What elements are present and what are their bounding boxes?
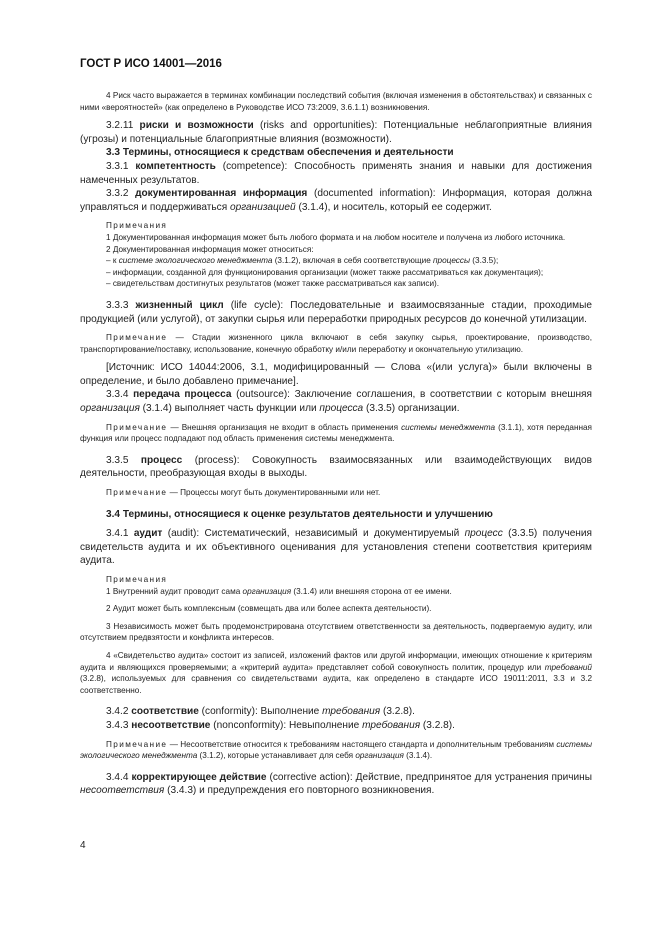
note-3-4-1-2: 2 Аудит может быть комплексным (совмещать два или более аспекта деятельности). bbox=[106, 604, 432, 614]
term-3-4-1: 3.4.1 аудит (audit): Систематический, независимый и документируемый процесс (3.3.5) получения свидетельств аудита и их объективного оценивания для установления степени соответствия критериям аудита. bbox=[80, 528, 592, 567]
note-3-4-1-4: 4 «Свидетельство аудита» состоит из записей, изложений фактов или другой информации, имеющих отношение к критериям аудита и являющихся проверяемыми; а «критерий аудита» представляет собой совокупность политик, процедур или требований (3.2.8), используемых для сравнения со свидетельствами аудита, как определено в стандарте ИСО 19011:2011, 3.3 и 3.2 соответственно. bbox=[80, 650, 592, 695]
note-3-3-3: Примечание — Стадии жизненного цикла включают в себя закупку сырья, проектирование, производство, транспортирование/поставку, использование, конечную обработку и/или переработку и окончательную утилизацию. bbox=[80, 333, 592, 354]
page-number: 4 bbox=[80, 840, 86, 851]
term-3-4-2: 3.4.2 соответствие (conformity): Выполнение требования (3.2.8). bbox=[106, 706, 415, 718]
term-3-2-11: 3.2.11 риски и возможности (risks and opportunities): Потенциальные неблагоприятные влияния (угрозы) и потенциальные благоприятные влияния (возможности). bbox=[80, 120, 592, 145]
note-3-4-3: Примечание — Несоответствие относится к требованиям настоящего стандарта и дополнительным требованиям системы экологического менеджмента (3.1.2), которые устанавливает для себя организация (3.1.4). bbox=[80, 739, 592, 761]
note-3-3-2-dash-3: – свидетельствам достигнутых результатов (может также рассматриваться как записи). bbox=[106, 279, 440, 289]
notes-heading-3-3-2: Примечания bbox=[106, 221, 168, 231]
term-3-3-3: 3.3.3 жизненный цикл (life cycle): Последовательные и взаимосвязанные стадии, проходимые продукцией (или услугой), от закупки сырья или переработки природных ресурсов до конечной утилизации. bbox=[80, 299, 592, 325]
note-3-4-1-3: 3 Независимость может быть продемонстрирована отсутствием ответственности за деятельность, подвергаемую аудиту, или отсутствием предвзятости и конфликта интересов. bbox=[80, 621, 592, 643]
notes-heading-3-4-1: Примечания bbox=[106, 575, 168, 584]
term-3-4-3: 3.4.3 несоответствие (nonconformity): Невыполнение требования (3.2.8). bbox=[106, 719, 455, 731]
source-3-3-3: [Источник: ИСО 14044:2006, 3.1, модифицированный — Слова «(или услуга)» были включены в определение, и было добавлено примечание]. bbox=[80, 362, 592, 387]
term-3-3-1: 3.3.1 компетентность (competence): Способность применять знания и навыки для достижения намеченных результатов. bbox=[80, 160, 592, 186]
note-3-3-5: Примечание — Процессы могут быть документированными или нет. bbox=[106, 488, 381, 498]
section-3-4-heading: 3.4 Термины, относящиеся к оценке результатов деятельности и улучшению bbox=[106, 508, 493, 520]
note-3-4-1-1: 1 Внутренний аудит проводит сама организация (3.1.4) или внешняя сторона от ее имени. bbox=[106, 586, 452, 596]
term-3-3-4: 3.3.4 передача процесса (outsource): Заключение соглашения, в соответствии с которым внешняя организация (3.1.4) выполняет часть функции или процесса (3.3.5) организации. bbox=[80, 389, 592, 415]
note-risk-4: 4 Риск часто выражается в терминах комбинации последствий события (включая изменения в обстоятельствах) и связанных с ними «вероятностей» (как определено в Руководстве ИСО 73:2009, 3.6.1.1) возникновения. bbox=[80, 91, 592, 112]
page-content bbox=[80, 90, 592, 798]
note-3-3-4: Примечание — Внешняя организация не входит в область применения системы менеджмента (3.1.1), хотя переданная функция или процесс подпадают под область применения системы менеджмента. bbox=[80, 422, 592, 444]
section-3-3-heading: 3.3 Термины, относящиеся к средствам обеспечения и деятельности bbox=[106, 147, 454, 159]
note-3-3-2-1: 1 Документированная информация может быть любого формата и на любом носителе и получена из любого источника. bbox=[106, 232, 566, 242]
term-3-3-5: 3.3.5 процесс (process): Совокупность взаимосвязанных или взаимодействующих видов деятельности, преобразующая входы в выходы. bbox=[80, 454, 592, 480]
note-3-3-2-dash-1: – к системе экологического менеджмента (3.1.2), включая в себя соответствующие процессы (3.3.5); bbox=[106, 256, 499, 266]
term-3-3-2: 3.3.2 документированная информация (documented information): Информация, которая должна управляться и поддерживаться организацией (3.1.4), и носитель, который ее содержит. bbox=[80, 188, 592, 213]
note-3-3-2-dash-2: – информации, созданной для функционирования организации (может также рассматриваться как документация); bbox=[106, 267, 544, 277]
term-3-4-4: 3.4.4 корректирующее действие (corrective action): Действие, предпринятое для устранения причины несоответствия (3.4.3) и предупреждения его повторного возникновения. bbox=[80, 771, 592, 797]
note-3-3-2-2: 2 Документированная информация может относиться: bbox=[106, 244, 314, 254]
page-header: ГОСТ Р ИСО 14001—2016 bbox=[80, 58, 222, 70]
